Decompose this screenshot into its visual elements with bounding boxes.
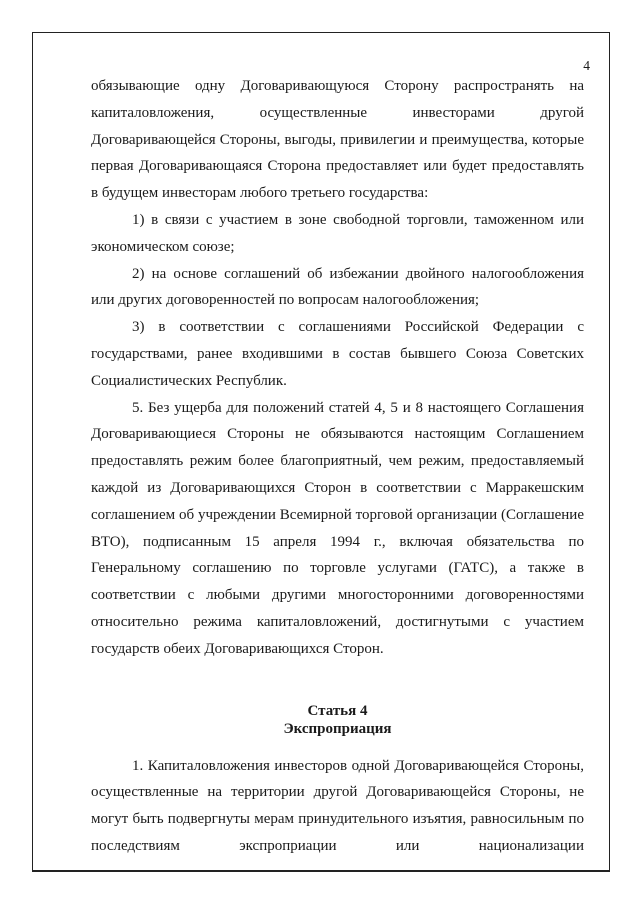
list-item-1: 1) в связи с участием в зоне свободной торговли, таможенном или экономическом союзе; [91, 211, 584, 255]
page-number: 4 [583, 58, 590, 73]
document-body [91, 73, 584, 860]
paragraph-continuation: обязывающие одну Договаривающуюся Сторону распространять на капиталовложения, осуществленные инвесторами другой Договаривающейся Стороны, выгоды, привилегии и преимущества, которые первая Договаривающаяся Сторона предоставляет или будет предоставлять в будущем инвесторам любого третьего государства: [91, 78, 584, 202]
list-item-2: 2) на основе соглашений об избежании двойного налогообложения или других договоренностей по вопросам налогообложения; [91, 265, 584, 309]
paragraph-clause-1: 1. Капиталовложения инвесторов одной Договаривающейся Стороны, осуществленные на территории другой Договаривающейся Стороны, не могут быть подвергнуты мерам принудительного изъятия, равносильным по последствиям экспроприации или национализации [91, 757, 584, 854]
list-item-3: 3) в соответствии с соглашениями Российской Федерации с государствами, ранее входившими в состав бывшего Союза Советских Социалистических Республик. [91, 319, 584, 389]
paragraph-clause-5: 5. Без ущерба для положений статей 4, 5 и 8 настоящего Соглашения Договаривающиеся Стороны не обязываются настоящим Соглашением предоставлять режим более благоприятный, чем режим, предоставляемый каждой из Договаривающихся Сторон в соответствии с Марракешским соглашением об учреждении Всемирной торговой организации (Соглашение ВТО), подписанным 15 апреля 1994 г., включая обязательства по Генеральному соглашению по торговле услугами (ГАТС), а также в соответствии с любыми другими многосторонними договоренностями относительно режима капиталовложений, достигнутыми с участием государств обеих Договаривающихся Сторон. [91, 399, 584, 657]
article-number: Статья 4 [307, 702, 368, 719]
article-title: Экспроприация [283, 720, 392, 737]
article-heading [91, 702, 584, 738]
